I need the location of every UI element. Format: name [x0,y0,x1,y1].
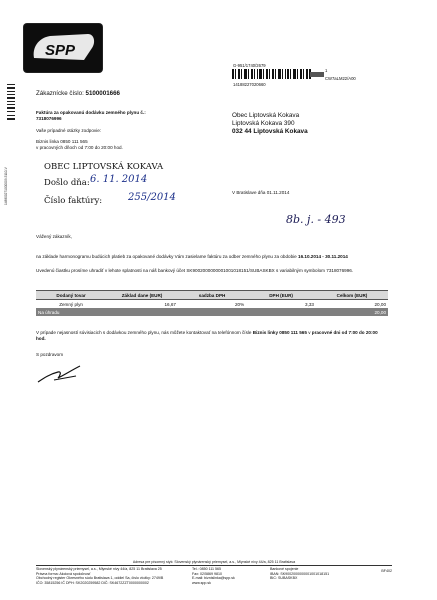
footer-col-3 [270,567,370,585]
customer-number-row [36,90,120,98]
footer-address: Adresa pre písomný styk: Slovenský plynárenský priemysel, a.s., Mlynské nivy 44/a, 825 11 Bratislava [132,560,296,564]
addressee-name: Obec Liptovská Kokava [232,112,300,119]
footer [36,560,392,585]
footer-text: www.spp.sk [192,580,211,585]
footer-col-2 [192,567,264,585]
footer-text: BIC: SUBASKBX [270,576,298,581]
footer-text: IBAN: SK9002000000001001018151 [270,571,330,576]
letter-paragraph-1 [36,254,388,260]
company-logo [24,24,102,72]
page-number: 1 [325,68,328,73]
footer-text: Bankové spojenie [270,567,299,572]
side-barcode-icon [6,84,16,122]
regards: S pozdravom [36,352,64,357]
customer-number: 5100001666 [85,90,120,97]
spp-logo-icon [24,24,102,72]
total-value: 20,00 [316,308,388,316]
contact-line-1: Vaše prípadné otázky zodpovie: [36,128,102,133]
footer-text: IČO: 35815256 IČ DPH: SK2020259582 DIČ: SK4672ZZT0000000002 [36,580,149,585]
place-date: V Bratislave dňa 01.11.2014 [232,190,290,195]
received-stamp [44,162,224,210]
contact-line-2: Biznis linka 0850 111 565 [36,139,88,144]
invoice-title [36,110,226,122]
cell-base: 16,67 [164,301,176,307]
col-header: DPH (EUR) [246,291,316,300]
stamp-received-label: Došlo dňa: [44,178,90,188]
stamp-received-value: 6. 11. 2014 [90,174,148,185]
col-header: Celkom (EUR) [316,291,388,300]
side-code: 148800271000009-5110-V [4,167,8,205]
col-header: Dodaný tovar [36,291,106,300]
total-label: Na úhradu [36,308,106,316]
stamp-org: OBEC LIPTOVSKÁ KOKAVA [44,162,164,172]
cell-total: 20,00 [374,301,386,307]
barcode2-code: CW7aLM22/A00 [325,76,356,81]
invoice-title-line: Faktúra za opakovanú dodávku zemného plynu č.: [36,110,146,115]
invoice-number: 7318076996 [36,116,62,121]
footer-text: E-mail: biznislinka@spp.sk [192,576,235,581]
closing-paragraph [36,330,388,342]
addressee-city: 032 44 Liptovská Kokava [232,128,308,135]
letter-p1-text: na základe harmonogramu budúcich platieb za opakované dodávky Vám zasielame faktúru za odber zemného plynu za obdobie [36,254,297,259]
footer-text: Fax: 02/5869 9810 [192,571,222,576]
cell-rate: 20% [234,301,245,307]
closing-hours: pracovné dni od 7:00 do 20:00 hod. [36,330,378,341]
footer-text: Právna forma: Akciová spoločnosť [36,571,91,576]
stamp-invoice-label: Číslo faktúry: [44,196,103,206]
table-total-row [36,308,388,316]
footer-text: Slovenský plynárenský priemysel, a.s., Mlynské nivy 44/a, 825 11 Bratislava 25 [36,567,162,572]
stamp-received-row [44,174,224,192]
footer-text: Obchodný register Okresného súdu Bratislava 1, oddiel Sa, číslo vložky: 2749/B [36,576,164,581]
signature-icon [36,364,82,384]
cell-vat: 3,33 [305,301,314,307]
closing-text: V prípade nejasností súvisiacich s dodávkou zemného plynu, nás môžete kontaktovať na telefónnom čísle [36,330,252,335]
footer-columns [36,565,392,585]
barcode-icon [232,69,312,79]
salutation: Vážený zákazník, [36,234,73,239]
col-header: sadzba DPH [178,291,246,300]
closing-phone: Biznis linky 0850 111 565 [252,330,307,335]
document-code: G-951/1740/2679 [233,63,266,68]
table-row [36,300,388,309]
letter-p1-period: 16.10.2014 - 30.11.2014 [298,254,348,259]
addressee-street: Liptovská Kokava 390 [232,120,295,127]
table-header-row [36,291,388,300]
contact-block [36,128,123,151]
closing-hours-prefix: v [308,330,311,335]
stamp-invoice-value: 255/2014 [128,192,176,203]
barcode-number: 14188227020660 [233,82,266,87]
handwritten-ref: 8b. j. - 493 [286,213,346,226]
cell-item: Zemný plyn [59,301,83,307]
addressee-block [232,112,308,136]
footer-form-code: BF402 [381,569,392,574]
customer-number-label: Zákaznícke číslo: [36,90,84,97]
footer-col-1 [36,567,186,585]
contact-line-3: v pracovných dňoch od 7:00 do 20:00 hod. [36,145,123,150]
footer-text: Tel.: 0850 111 565 [192,567,222,572]
items-table [36,290,388,316]
stamp-invoice-row [44,192,224,210]
letter-paragraph-2: Uvedenú čiastku prosíme uhradiť v lehote splatnosti na náš bankový účet SK9002000000001001018151/SUBASKBX s variabilným symbolom 7318076996. [36,268,354,273]
svg-text:SPP: SPP [45,42,76,59]
col-header: Základ dane (EUR) [106,291,178,300]
barcode-icon [310,72,324,77]
